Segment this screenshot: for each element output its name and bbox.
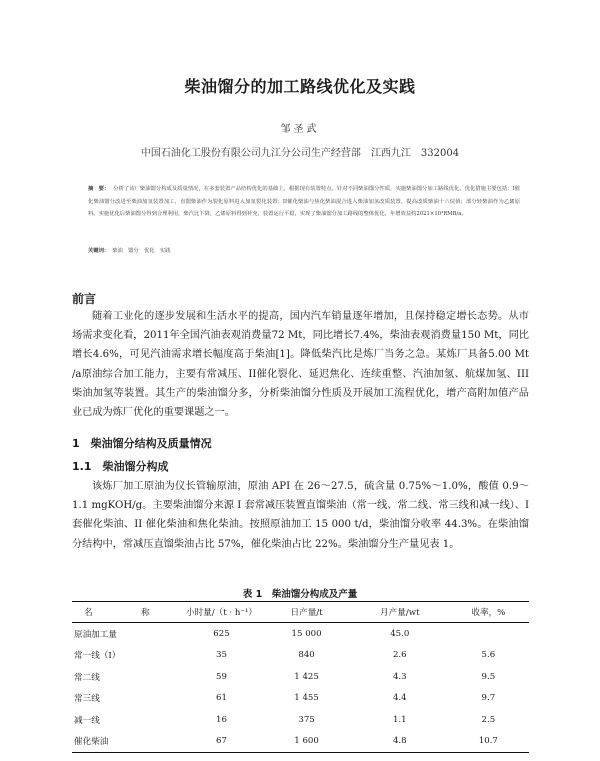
table-row [72,666,529,688]
distillate-table [72,601,529,753]
table-row [72,731,529,753]
table-cell: 375 [298,714,315,725]
table-caption: 表 1 柴油馏分构成及产量 [242,589,358,600]
table-cell: 催化柴油 [72,731,182,753]
table-row [72,688,529,710]
table-header-cell: 日产量/t [261,602,352,623]
table-cell: 2.5 [481,714,496,725]
table-cell: 10.7 [448,731,529,753]
author-affiliation: 中国石油化工股份有限公司九江分公司生产经营部 江西九江 332004 [140,148,460,159]
table-cell [448,623,529,645]
intro-paragraph: 随着工业化的逐步发展和生活水平的提高，国内汽车销量逐年增加，且保持稳定增长态势。从市场需求变化看，2011年全国汽油表观消费量72 Mt，同比增长7.4%，柴油表观消费量150 Mt，同比增长4.6%，可见汽油需求增长幅度高于柴油[1]。降低柴汽比是炼厂当务之急。某炼厂具备5.00 Mt /a原油综合加工能力，主要有常减压、II催化裂化、延迟焦化、连续重整、汽油加氢、航煤加氢、III柴油加氢等装置。其生产的柴油馏分多，分析柴油馏分性质及开展加工流程优化，增产高附加值产品业已成为炼厂优化的重要课题之一。 [72,311,529,419]
paper-title: 柴油馏分的加工路线优化及实践 [184,77,416,96]
table-cell: 16 [216,714,227,725]
abstract-label: 摘 要： [88,186,110,192]
table-cell: 15 000 [291,628,322,639]
table-cell: 常一线（I） [74,651,121,662]
table-cell: 9.7 [481,693,496,704]
keywords-text: 柴油 馏分 优化 实践 [112,248,171,254]
table-cell: 61 [216,693,227,704]
table-cell: 9.5 [481,671,496,682]
table-cell: 减一线 [74,715,100,726]
author-name: 邹圣武 [280,124,320,135]
table-cell: 625 [213,628,230,639]
keywords [88,245,520,257]
section-1-heading: 1 柴油馏分结构及质量情况 [72,437,212,450]
table-cell: 4.8 [352,731,448,753]
intro-heading: 前言 [72,292,97,306]
table-cell: 原油加工量 [74,629,117,640]
table-header-cell: 名 称 [72,602,182,623]
table-cell: 1.1 [392,714,407,725]
section-1-1-paragraph: 该炼厂加工原油为仪长管输原油，原油 API 在 26～27.5，硫含量 0.75%～1.0%，酸值 0.9～1.1 mgKOH/g。主要柴油馏分来源 I 套常减压装置直馏柴油（常一线、常二线、常三线和减一线）、I 套催化柴油、II 催化柴油和焦化柴油。按照原油加工 15 000 t/d，柴油馏分收率 44.3%。在柴油馏分结构中，常减压直馏柴油占比 57%，催化柴油占比 22%。柴油馏分生产量见表 1。 [72,481,529,550]
table-cell: 2.6 [392,650,407,661]
table-cell: 1 425 [294,671,319,682]
table-row [72,623,529,645]
table-cell: 1 455 [294,693,319,704]
table-cell: 4.3 [392,671,407,682]
table-cell: 4.4 [392,693,407,704]
table-header-cell: 月产量/wt [352,602,448,623]
table-cell: 45.0 [390,628,410,639]
section-1-1-heading: 1.1 柴油馏分构成 [72,460,169,473]
table-cell: 59 [216,671,227,682]
table-cell: 常二线 [74,672,100,683]
table-cell: 5.6 [481,650,496,661]
table-row [72,709,529,731]
keywords-label: 关键词： [88,248,110,254]
table-cell: 1 600 [261,731,352,753]
table-header-cell: 小时量/（t · h⁻¹） [182,602,262,623]
table-cell: 840 [298,650,315,661]
table-header-cell: 收率，% [448,602,529,623]
abstract [88,183,520,221]
abstract-text: 分析了该厂柴油馏分构成及质量情况，在多套装置产品结构优化的基础上，根据现有装置特点，针对不同柴油馏分性质，实施柴油馏分加工路线优化。优化措施主要包括：I催化柴油馏分改进至柴油加氢装置加工，直馏柴油作为裂化原料进入加氢裂化装置；II催化柴油与焦化柴油混合进入柴油加氢改质装置，提高改质柴油十六烷值；部分轻柴油作为乙烯原料。实施优化后柴油馏分得到合理利用，柴汽比下降，乙烯原料得到补充，装置运行平稳，实现了柴油馏分加工路线的整体优化，年增效益约2021×10⁴RMB/a。 [88,186,520,217]
table-cell: 67 [182,731,262,753]
table-row [72,645,529,667]
table-cell: 35 [216,650,227,661]
table-header-row [72,602,529,623]
table-cell: 常三线 [74,694,100,705]
